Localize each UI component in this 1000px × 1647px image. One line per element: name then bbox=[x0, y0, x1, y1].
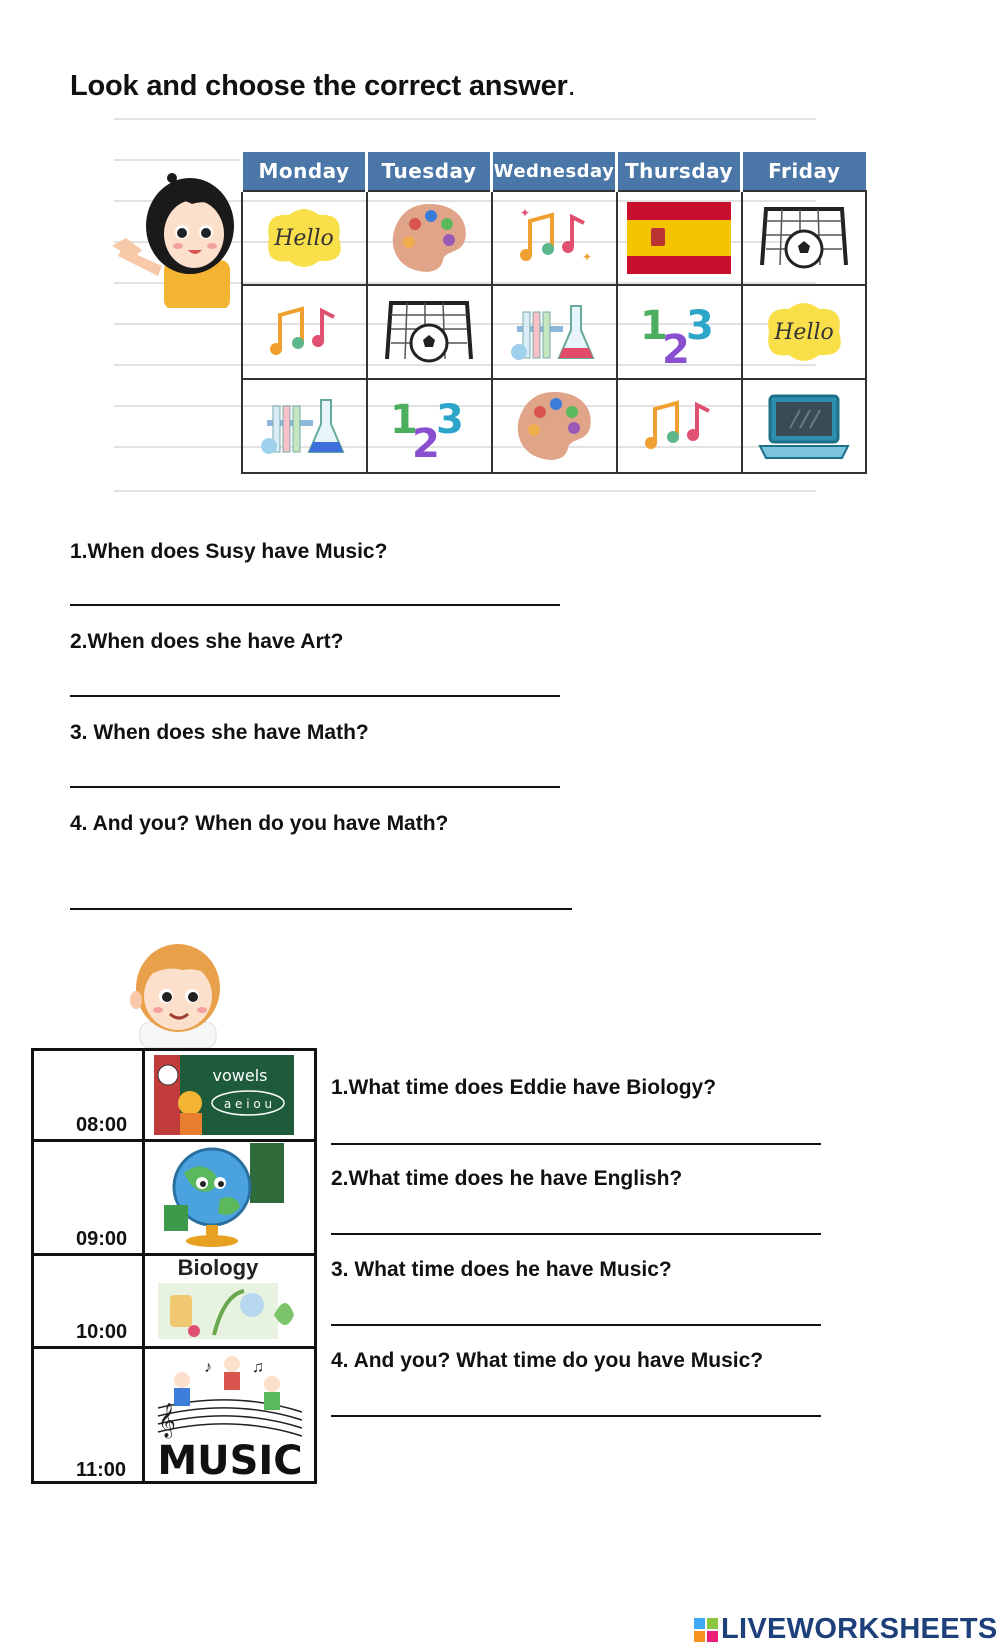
time-label: 10:00 bbox=[76, 1321, 128, 1343]
svg-text:3: 3 bbox=[436, 397, 464, 443]
question-text: 3. When does she have Math? bbox=[70, 721, 369, 744]
music-children-icon bbox=[152, 1350, 312, 1480]
daily-timetable bbox=[31, 1048, 317, 1484]
svg-text:✦: ✦ bbox=[582, 250, 593, 264]
science-flasks-icon bbox=[242, 379, 367, 473]
question-text: 2.What time does he have English? bbox=[331, 1167, 683, 1190]
timetable-row bbox=[34, 1346, 314, 1484]
question-text: 2.When does she have Art? bbox=[70, 630, 344, 653]
art-palette-icon bbox=[492, 379, 617, 473]
svg-text:MUSIC: MUSIC bbox=[157, 1438, 303, 1480]
football-goal-icon bbox=[367, 285, 492, 379]
svg-text:Hello: Hello bbox=[773, 320, 834, 345]
girl-icon bbox=[112, 168, 242, 308]
computer-laptop-icon bbox=[742, 379, 866, 473]
football-goal-icon bbox=[742, 191, 866, 285]
svg-text:1: 1 bbox=[390, 397, 418, 443]
geography-globe-icon bbox=[154, 1143, 284, 1247]
time-label: 08:00 bbox=[76, 1114, 128, 1136]
timetable-row bbox=[34, 1253, 314, 1349]
svg-text:♫: ♫ bbox=[252, 1359, 264, 1376]
biology-icon bbox=[154, 1255, 300, 1343]
math-123-icon bbox=[617, 285, 742, 379]
timetable-row bbox=[34, 1139, 314, 1256]
answer-line[interactable] bbox=[70, 786, 560, 788]
boy-icon bbox=[122, 936, 232, 1048]
svg-text:a e i o u: a e i o u bbox=[223, 1097, 273, 1111]
svg-text:2: 2 bbox=[662, 327, 690, 369]
day-header: Tuesday bbox=[367, 152, 492, 191]
question-text: 1.When does Susy have Music? bbox=[70, 540, 388, 563]
svg-text:1: 1 bbox=[640, 303, 668, 349]
svg-text:3: 3 bbox=[686, 303, 714, 349]
question-text: 4. And you? What time do you have Music? bbox=[331, 1349, 764, 1372]
svg-text:𝄞: 𝄞 bbox=[158, 1404, 176, 1437]
svg-text:2: 2 bbox=[412, 421, 440, 463]
question-text: 4. And you? When do you have Math? bbox=[70, 812, 449, 835]
worksheet-title: Look and choose the correct answer. bbox=[70, 70, 576, 102]
weekly-timetable bbox=[240, 152, 867, 474]
music-notes-icon bbox=[242, 285, 367, 379]
svg-text:Hello: Hello bbox=[274, 226, 334, 251]
time-label: 11:00 bbox=[76, 1459, 127, 1481]
svg-text:Biology: Biology bbox=[177, 1255, 259, 1280]
science-flasks-icon bbox=[492, 285, 617, 379]
logo-mark-icon bbox=[694, 1618, 718, 1642]
answer-line[interactable] bbox=[331, 1233, 821, 1235]
day-header: Friday bbox=[742, 152, 866, 191]
answer-line[interactable] bbox=[331, 1324, 821, 1326]
question-text: 3. What time does he have Music? bbox=[331, 1258, 672, 1281]
answer-line[interactable] bbox=[331, 1143, 821, 1145]
math-123-icon bbox=[367, 379, 492, 473]
english-hello-icon bbox=[742, 285, 866, 379]
music-notes-icon bbox=[617, 379, 742, 473]
day-header: Monday bbox=[242, 152, 367, 191]
music-notes-icon bbox=[492, 191, 617, 285]
english-vowels-icon bbox=[154, 1055, 294, 1135]
answer-line[interactable] bbox=[70, 908, 572, 910]
timetable-row bbox=[34, 1051, 314, 1142]
svg-text:✦: ✦ bbox=[520, 206, 531, 220]
time-label: 09:00 bbox=[76, 1228, 128, 1250]
answer-line[interactable] bbox=[331, 1415, 821, 1417]
question-text: 1.What time does Eddie have Biology? bbox=[331, 1076, 717, 1099]
day-header: Thursday bbox=[617, 152, 742, 191]
art-palette-icon bbox=[367, 191, 492, 285]
svg-text:♪: ♪ bbox=[204, 1359, 212, 1376]
answer-line[interactable] bbox=[70, 695, 560, 697]
svg-text:vowels: vowels bbox=[212, 1066, 268, 1085]
spanish-flag-icon bbox=[617, 191, 742, 285]
answer-line[interactable] bbox=[70, 604, 560, 606]
english-hello-icon bbox=[242, 191, 367, 285]
day-header: Wednesday bbox=[492, 152, 617, 191]
liveworksheets-logo: LIVEWORKSHEETS bbox=[694, 1613, 998, 1646]
